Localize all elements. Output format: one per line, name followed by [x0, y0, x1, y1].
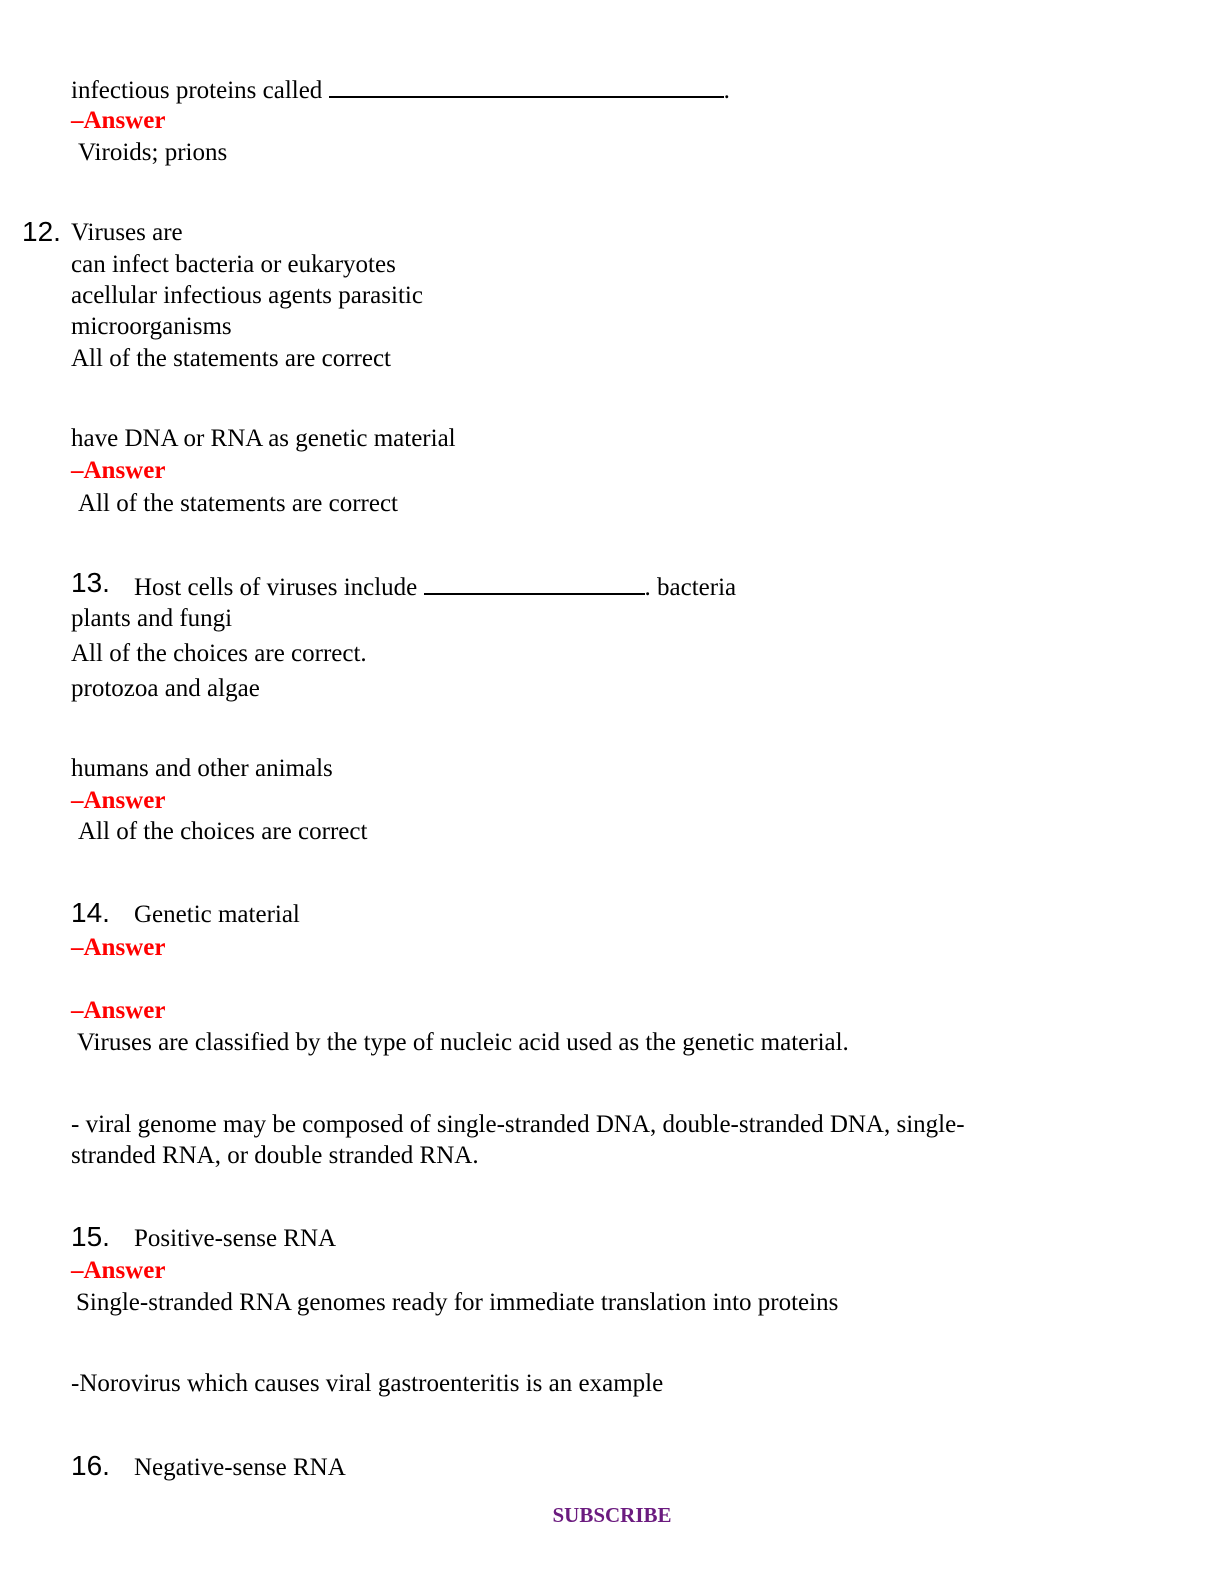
q13-option: protozoa and algae	[71, 675, 260, 702]
q14-number: 14.	[71, 897, 110, 928]
q13-option: plants and fungi	[71, 605, 233, 632]
q16-number: 16.	[71, 1450, 110, 1481]
q13-answer-text: All of the choices are correct	[78, 818, 368, 845]
q15-answer-label: –Answer	[71, 1257, 166, 1284]
q13-number: 13.	[71, 567, 110, 598]
q11-question-text: infectious proteins called	[71, 77, 329, 104]
q13-blank	[424, 571, 645, 595]
q12-option: can infect bacteria or eukaryotes	[71, 251, 396, 278]
q12-option: microorganisms	[71, 313, 232, 340]
q15-note: -Norovirus which causes viral gastroenteritis is an example	[71, 1370, 664, 1397]
q14-question: Genetic material	[134, 901, 300, 928]
q14-note-line: stranded RNA, or double stranded RNA.	[71, 1142, 479, 1169]
q12-option: have DNA or RNA as genetic material	[71, 425, 456, 452]
q15-question: Positive-sense RNA	[134, 1225, 337, 1252]
q13-option: All of the choices are correct.	[71, 640, 367, 667]
q12-question: Viruses are	[71, 219, 183, 246]
q15-number: 15.	[71, 1221, 110, 1252]
q11-answer-label: –Answer	[71, 107, 166, 134]
q11-answer-text: Viroids; prions	[78, 139, 228, 166]
q12-option: acellular infectious agents parasitic	[71, 282, 423, 309]
q13-answer-label: –Answer	[71, 787, 166, 814]
q13-question-end: . bacteria	[644, 574, 737, 601]
q13-option: humans and other animals	[71, 755, 333, 782]
q16-question: Negative-sense RNA	[134, 1454, 346, 1481]
q14-note-line: - viral genome may be composed of single-stranded DNA, double-stranded DNA, single-	[71, 1111, 965, 1138]
subscribe-link[interactable]: SUBSCRIBE	[552, 1503, 672, 1527]
q12-number: 12.	[22, 216, 61, 247]
q14-answer-label: –Answer	[71, 934, 166, 961]
q12-answer-label: –Answer	[71, 457, 166, 484]
q15-answer-text: Single-stranded RNA genomes ready for immediate translation into proteins	[76, 1289, 839, 1316]
q11-blank	[329, 74, 724, 98]
q11-question-line	[71, 74, 730, 106]
q14-answer-label: –Answer	[71, 997, 166, 1024]
q12-option: All of the statements are correct	[71, 345, 391, 372]
q13-question-text: Host cells of viruses include	[134, 574, 424, 601]
q14-answer-text: Viruses are classified by the type of nucleic acid used as the genetic material.	[77, 1029, 849, 1056]
q13-question-line	[134, 571, 736, 603]
q11-question-end: .	[723, 77, 730, 104]
q12-answer-text: All of the statements are correct	[78, 490, 398, 517]
